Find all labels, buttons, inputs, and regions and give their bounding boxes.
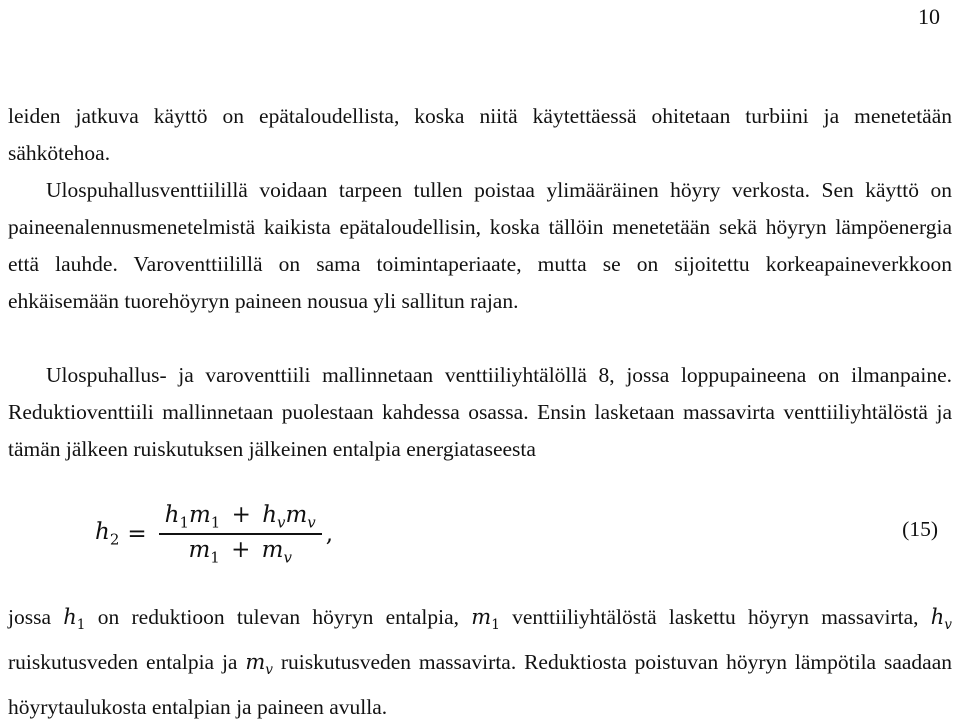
page-number: 10 [918, 4, 940, 29]
paragraph-3: Ulospuhallus- ja varoventtiili mallinnetaan venttiiliyhtälöllä 8, jossa loppupaineena on ilmanpaine. Reduktioventtiili mallinnetaan puolestaan kahdessa osassa. Ensin lasketaan massavirta venttiiliyhtälöstä ja tämän jälkeen ruiskutuksen jälkeinen entalpia energiataseesta [8, 362, 952, 461]
eq-fraction [159, 502, 322, 567]
paragraph-1: leiden jatkuva käyttö on epätaloudellista, koska niitä käytettäessä ohitetaan turbiini ja menetetään sähkötehoa. [8, 103, 952, 165]
symbol-h1: $h_1$ [63, 604, 86, 633]
eq-comma: , [325, 521, 334, 547]
paragraph-2: Ulospuhallusventtiilillä voidaan tarpeen tullen poistaa ylimääräinen höyry verkosta. Sen käyttö on paineenalennusmenetelmistä kaikista epätaloudellisin, koska tällöin menetetään sekä höyryn lämpöenergia että lauhde. Varoventtiilillä on sama toimintaperiaate, mutta se on sijoitettu korkeapaineverkkoon ehkäisemään tuorehöyryn paineen nousua yli sallitun rajan. [8, 177, 952, 313]
eq-denominator: $m_1 + m_v$ [188, 536, 292, 567]
eq-equals: = [127, 521, 147, 547]
paragraph-4: jossa $h_1$ on reduktioon tulevan höyryn entalpia, $m_1$ venttiiliyhtälöstä laskettu höyryn massavirta, $h_v$ ruiskutusveden entalpia ja $m_v$ ruiskutusveden massavirta. Reduktiosta poistuvan höyryn lämpötila saadaan höyrytaulukosta entalpian ja paineen avulla. [8, 604, 953, 719]
equation-number: (15) [902, 517, 938, 541]
symbol-hv: $h_v$ [930, 604, 953, 633]
eq-numerator: $h_1m_1 + h_vm_v$ [164, 501, 316, 532]
symbol-mv: $m_v$ [245, 649, 273, 678]
symbol-m1: $m_1$ [471, 604, 500, 633]
eq-lhs: $h_2$ [95, 519, 120, 549]
equation-15 [95, 494, 333, 574]
